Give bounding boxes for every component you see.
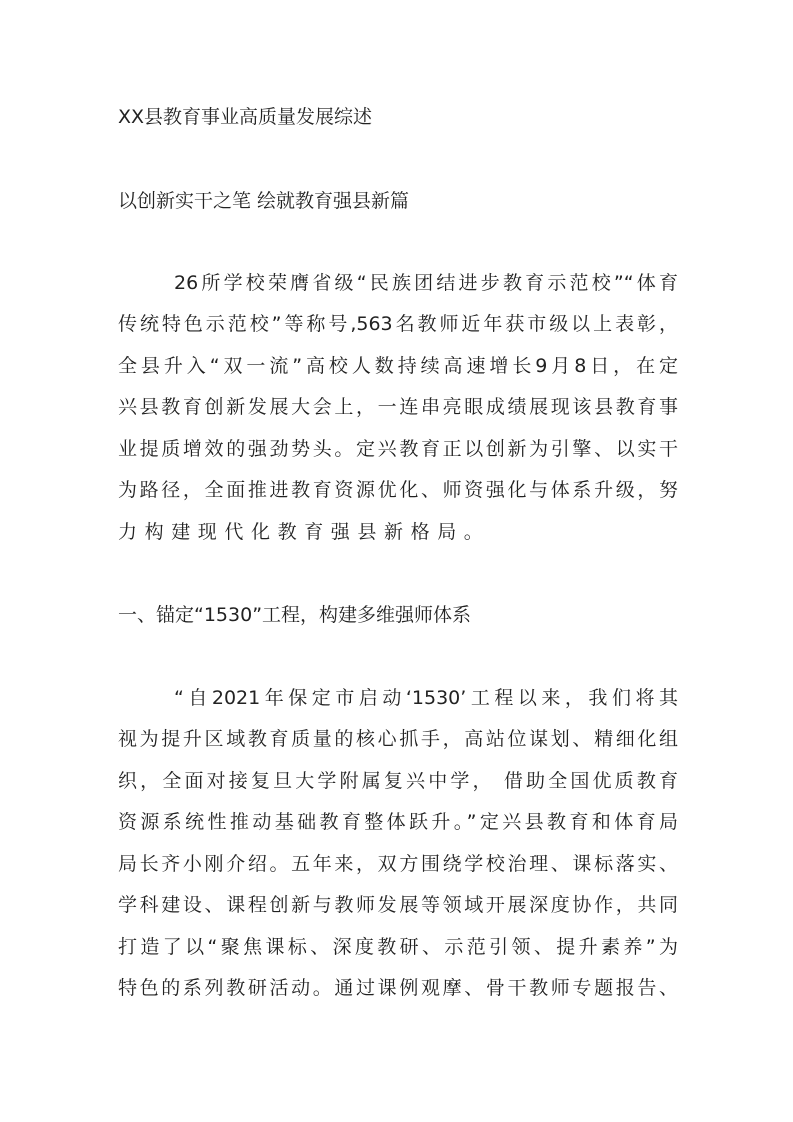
- paragraph-line: 力构建现代化教育强县新格局。: [118, 521, 491, 543]
- paragraph-line: 特色的系列教研活动。通过课例观摩、骨干教师专题报告、: [118, 977, 678, 999]
- paragraph-line: 全县升入“双一流”高校人数持续高速增长9月8日，在定: [118, 355, 678, 377]
- section-heading: 一、锚定“1530”工程，构建多维强师体系: [118, 604, 472, 626]
- document-subtitle: 以创新实干之笔 绘就教育强县新篇: [118, 190, 410, 212]
- paragraph-line: 学科建设、课程创新与教师发展等领域开展深度协作，共同: [118, 894, 678, 916]
- paragraph-line: 打造了以“聚焦课标、深度教研、示范引领、提升素养”为: [118, 936, 678, 958]
- paragraph-line: 传统特色示范校”等称号,563名教师近年获市级以上表彰，: [118, 313, 678, 335]
- document-title: XX县教育事业高质量发展综述: [118, 106, 373, 128]
- paragraph-line: “自2021年保定市启动‘1530’工程以来，我们将其: [174, 687, 678, 709]
- paragraph-line: 业提质增效的强劲势头。定兴教育正以创新为引擎、以实干: [118, 438, 678, 460]
- paragraph-line: 为路径，全面推进教育资源优化、师资强化与体系升级，努: [118, 479, 678, 501]
- paragraph-line: 局长齐小刚介绍。五年来，双方围绕学校治理、课标落实、: [118, 853, 678, 875]
- paragraph-line: 兴县教育创新发展大会上，一连串亮眼成绩展现该县教育事: [118, 396, 678, 418]
- paragraph-line: 26所学校荣膺省级“民族团结进步教育示范校”“体育: [174, 272, 678, 294]
- paragraph-line: 织，全面对接复旦大学附属复兴中学， 借助全国优质教育: [118, 770, 678, 792]
- paragraph-line: 视为提升区域教育质量的核心抓手，高站位谋划、精细化组: [118, 728, 678, 750]
- paragraph-line: 资源系统性推动基础教育整体跃升。”定兴县教育和体育局: [118, 811, 678, 833]
